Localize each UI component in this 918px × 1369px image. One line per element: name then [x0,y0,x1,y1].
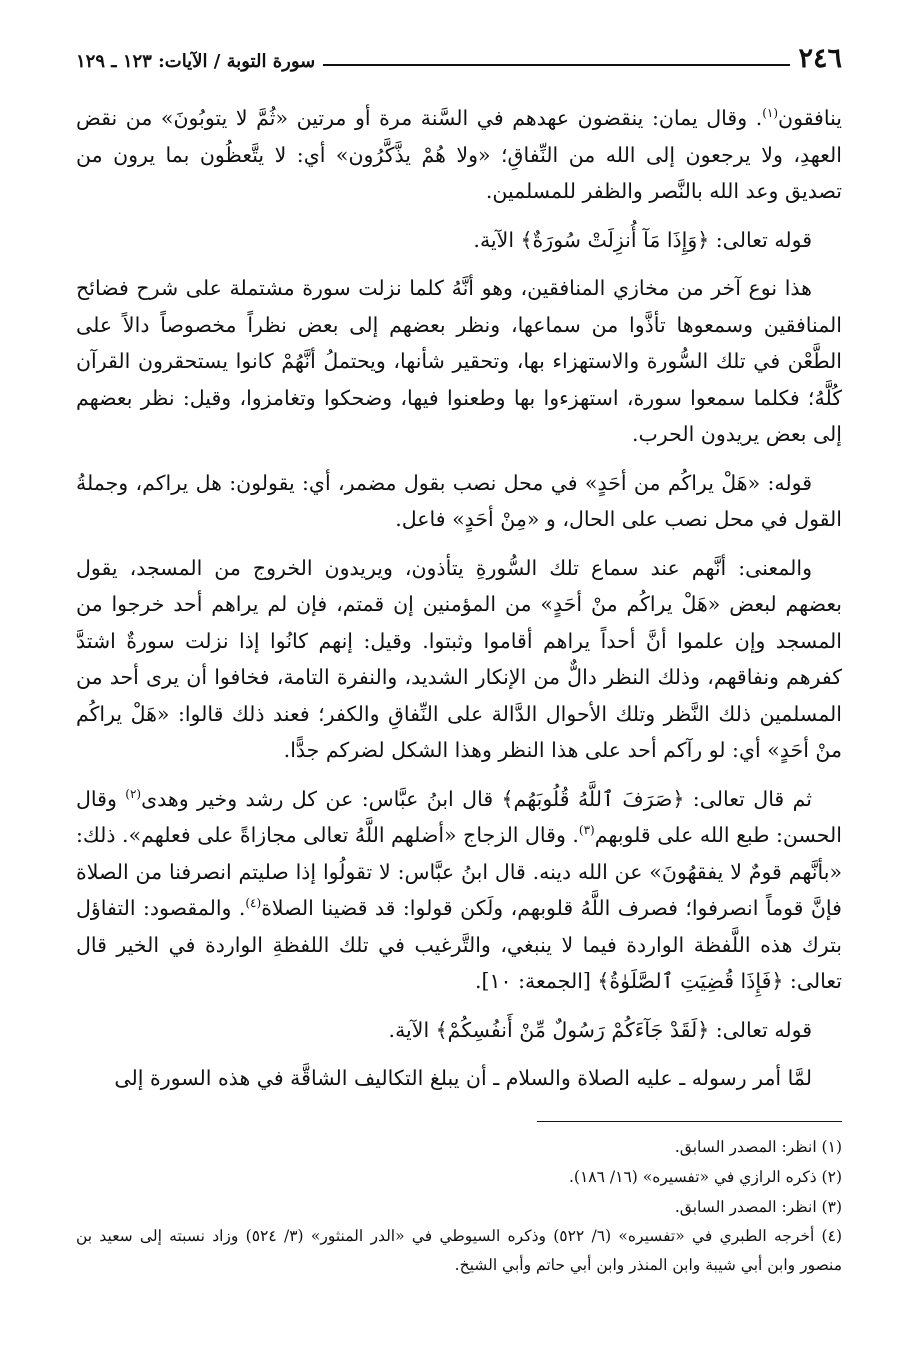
header-rule [323,64,790,66]
footnote-ref-2: (٢) [125,786,142,801]
paragraph-7: قوله تعالى: ﴿لَقَدْ جَآءَكُمْ رَسُولٌ مِّنْ أَنفُسِكُمْ﴾ الآية. [388,1017,812,1042]
footnote-4: (٤) أخرجه الطبري في «تفسيره» (٦/ ٥٢٢) وذكره السيوطي في «الدر المنثور» (٣/ ٥٢٤) وزاد نسبته إلى سعيد بن منصور وابن أبي شيبة وابن المنذر وابن أبي حاتم وأبي الشيخ. [76,1226,842,1274]
footnote-ref-3: (٣) [578,823,595,838]
paragraph-1-start: ينافقون [778,106,842,130]
footnote-2: (٢) ذكره الرازي في «تفسيره» (١٦/ ١٨٦). [569,1167,842,1186]
footnote-3: (٣) انظر: المصدر السابق. [674,1197,842,1216]
paragraph-3: هذا نوع آخر من مخازي المنافقين، وهو أنَّهُ كلما نزلت سورة مشتملة على شرح فضائح المنافقين وسمعوها تأذَّوا من سماعها، ونظر بعضهم إلى بعض نظراً مخصوصاً دالاً على الطَّعْن في تلك السُّورة والاستهزاء بها، وتحقير شأنها، ويحتملُ أنَّهُمْ كانوا يستحقرون القرآن كُلَّهُ؛ فكلما سمعوا سورة، استهزءوا بها وطعنوا فيها، وضحكوا وتغامزوا، وقيل: نظر بعضهم إلى بعض يريدون الحرب. [76,276,842,446]
running-header [76,36,842,72]
paragraph-4: قوله: «هَلْ يراكُم من أحَدٍ» في محل نصب بقول مضمر، أي: يقولون: هل يراكم، وجملةُ القول في محل نصب على الحال، و «مِنْ أحَدٍ» فاعل. [76,470,842,531]
paragraph-6-part-b: وقال الحسن: طبع الله على قلوبهم [76,786,842,847]
paragraph-8: لمَّا أمر رسوله ـ عليه الصلاة والسلام ـ أن يبلغ التكاليف الشاقَّة في هذه السورة إلى [114,1066,812,1090]
paragraph-5: والمعنى: أنَّهم عند سماع تلك السُّورةِ يتأذون، ويريدون الخروج من المسجد، يقول بعضهم لبعض «هَلْ يراكُم منْ أحَدٍ» من المؤمنين إن قمتم، فإن لم يراهم أحد خرجوا من المسجد وإن علموا أنَّ أحداً يراهم أقاموا وثبتوا. وقيل: إنهم كانُوا إذا نزلت سورةٌ اشتدَّ كفرهم ونفاقهم، وذلك النظر دالٌّ من الإنكار الشديد، والنفرة التامة، فخافوا أن يرى أحد من المسلمين ذلك النَّظر وتلك الأحوال الدَّالة على النِّفاقِ والكفر؛ فعند ذلك قالوا: «هَلْ يراكُم منْ أحَدٍ» أي: لو رآكم أحد على هذا النظر وهذا الشكل لضركم جدًّا. [76,555,842,762]
footnote-separator [537,1121,842,1122]
paragraph-6 [76,781,842,1000]
running-title: سورة التوبة / الآيات: ١٢٣ ـ ١٢٩ [76,51,316,72]
footnote-1: (١) انظر: المصدر السابق. [674,1137,842,1156]
paragraph-6-part-d: . والمقصود: التفاؤل بترك هذه اللَّفظة الواردة فيما لا ينبغي، والتَّرغيب في تلك اللفظةِ الواردة في الخير قال تعالى: ﴿فَإِذَا قُضِيَتِ ٱلصَّلَوٰةُ﴾ [الجمعة: ١٠]. [76,896,842,993]
footnotes [76,1132,842,1280]
paragraph-6-part-c: . وقال الزجاج «أضلهم اللَّهُ تعالى مجازاةً على فعلهم». ذلك: «بأنَّهم قومٌ لا يفقهُونَ» عن الله دينه. قال ابنُ عبَّاس: لا تقولُوا إذا صليتم انصرفنا من الصلاة فإنَّ قوماً انصرفوا؛ فصرف اللَّهُ قلوبهم، ولَكن قولوا: قد قضينا الصلاة [75,823,842,920]
paragraph-2: قوله تعالى: ﴿وَإِذَا مَآ أُنزِلَتْ سُورَةٌ﴾ الآية. [473,227,812,252]
paragraph-1-rest: . وقال يمان: ينقضون عهدهم في السَّنة مرة أو مرتين «ثُمَّ لا يتوبُونَ» من نقض العهدِ، ولا يرجعون إلى الله من النِّفاقِ؛ «ولا هُمْ يذَّكَّرُون» أي: لا يتَّعظُون بما يرون من تصديق وعد الله بالنَّصر والظفر للمسلمين. [76,106,842,203]
page-number: ٢٤٦ [798,43,842,74]
footnote-ref-4: (٤) [245,896,262,911]
paragraph-6-part-a: ثم قال تعالى: ﴿صَرَفَ ٱللَّهُ قُلُوبَهُم﴾ قال ابنُ عبَّاس: عن كل رشد وخير وهدى [141,786,813,811]
paragraph-1 [76,100,842,210]
main-text [76,100,842,1097]
footnote-ref-1: (١) [762,106,779,121]
